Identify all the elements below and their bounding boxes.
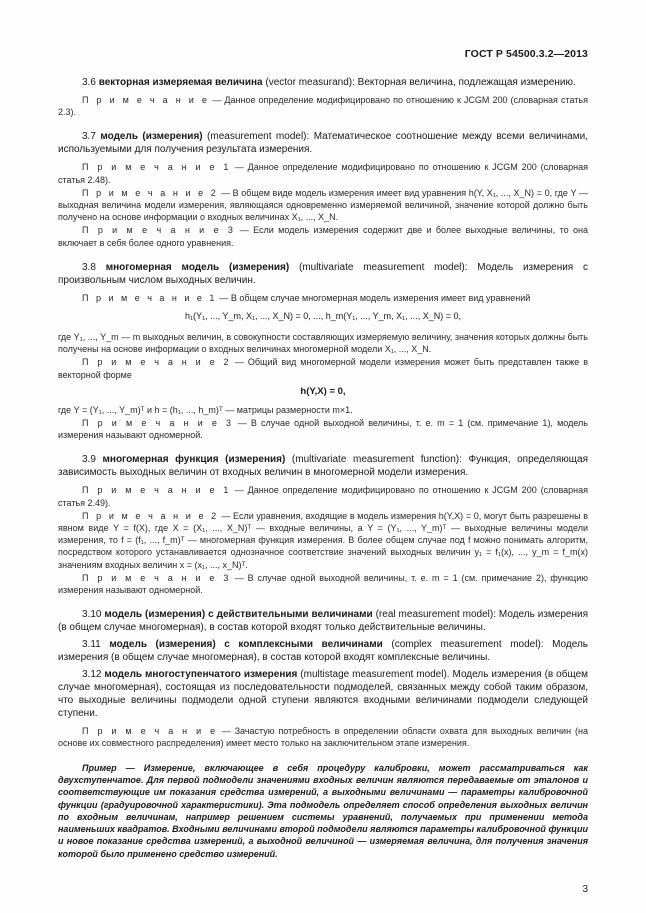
note-3 [58,572,588,596]
term-number: 3.6 [82,77,96,88]
note-label: П р и м е ч а н и е 3 [82,225,236,236]
term-name: многомерная модель (измерения) [105,261,290,273]
term-name: модель (измерения) с действительными величинами [104,609,373,621]
note-1 [58,484,588,508]
term-3-10 [58,608,588,634]
formula-equations: h₁(Y₁, ..., Y_m, X₁, ..., X_N) = 0, ..., h_m(Y₁, ..., Y_m, X₁, ..., X_N) = 0, [185,311,461,322]
document-code: ГОСТ Р 54500.3.2—2013 [464,48,588,60]
term-name: модель многоступенчатого измерения [104,669,298,681]
note-text: — Зачастую потребность в определении области охвата для выходных величин (на основе их совместного распределения) имеет место только на заключительном этапе измерения. [58,726,588,749]
term-name: многомерная функция (измерения) [102,454,286,466]
term-3-6 [58,76,588,89]
formula-explanation: где Y₁, ..., Y_m — m выходных величин, в совокупности составляющих измеряемую величину, значения которых должны быть получены на основе информации о входных величинах многомерной модели X₁, ..., X_N. [58,332,588,355]
note-label: П р и м е ч а н и е 1 [82,485,231,496]
term-definition: (vector measurand): Векторная величина, подлежащая измерению. [262,77,576,88]
note-2 [58,510,588,571]
term-number: 3.7 [82,131,96,143]
note [58,725,588,749]
note-label: П р и м е ч а н и е 2 [82,187,219,198]
term-definition: (real measurement model): Модель измерения (в общем случае многомерная), в состав которой входят только действительные величины. [58,609,589,634]
term-number: 3.10 [82,609,102,621]
note [58,94,588,118]
note-text: — В общем виде модель измерения имеет вид уравнения h(Y, X₁, ..., X_N) = 0, где Y — выходная величина модели измерения, являющаяся одновременно измеряемой величиной, значение которой должно быть получено на основе информации о входных величинах X₁, ..., X_N. [58,187,589,223]
term-3-9 [58,453,588,479]
note-text: — В случае одной выходной величины, т. е. m = 1 (см. примечание 2), функцию измерения называют одномерной. [58,572,588,596]
note-2 [58,356,588,380]
note-text: — Данное определение модифицировано по отношению к JCGM 200 (словарная статья 2.48). [58,162,588,185]
page-number: 3 [582,884,588,895]
note-label: П р и м е ч а н и е 3 [82,572,231,583]
term-number: 3.8 [82,261,96,273]
term-name: векторная измеряемая величина [98,77,263,88]
note-2 [58,187,588,224]
note-label: П р и м е ч а н и е 1 [82,162,231,173]
document-body [58,76,588,860]
note-text: — Если модель измерения содержит две и более выходные величины, то она включает в себя более одного уравнения. [58,225,588,248]
term-number: 3.11 [82,639,101,651]
note-label: П р и м е ч а н и е [82,95,210,105]
term-3-12 [58,668,588,720]
note-text: — Если уравнения, входящие в модель измерения h(Y,X) = 0, могут быть разрешены в явном виде Y = f(X), где X = (X₁, ..., X_N)ᵀ — входные величины, а Y = (Y₁, ..., Y_m)ᵀ — выходные величины модели измерения, то f = (f₁, ..., f_m)ᵀ — многомерная функция измерения. В более общем случае под f можно понимать алгоритм, посредством которого устанавливается однозначное соответствие значений выходных величин y₁ = f₁(x), ..., y_m = f_m(x) значениям входных величин x = (x₁, ..., x_N)ᵀ. [58,510,588,570]
term-definition: (multivariate measurement model): Модель измерения с произвольным числом выходных величин. [58,261,589,286]
term-definition: (measurement model): Математическое соотношение между всеми величинами, используемыми для получения результата измерения. [58,131,588,156]
note-label: П р и м е ч а н и е 1 [82,292,217,303]
formula-vector: h(Y,X) = 0, [300,385,346,397]
term-definition: (multivariate measurement function): Функция, определяющая зависимость выходных величин от входных величин в многомерной модели измерения. [58,454,588,479]
term-3-7 [58,130,588,156]
note-text: — Данное определение модифицировано по отношению к JCGM 200 (словарная статья 2.3). [58,95,588,118]
term-3-8 [58,261,588,287]
note-label: П р и м е ч а н и е 2 [82,510,219,521]
term-definition: (complex measurement model): Модель измерения (в общем случае многомерная), в состав которой входят комплексные величины. [58,639,589,664]
term-name: модель (измерения) с комплексными величинами [109,639,383,651]
note-3 [58,224,588,248]
note-label: П р и м е ч а н и е [82,726,218,737]
note-text: — В случае одной выходной величины, т. е. m = 1 (см. примечание 1), модель измерения называют одномерной. [58,418,588,441]
note-1 [58,161,588,185]
note-text: — Общий вид многомерной модели измерения может быть представлен также в векторной форме [58,357,589,380]
term-number: 3.12 [82,669,102,681]
note-1 [58,292,588,304]
note-text: — В общем случае многомерная модель измерения имеет вид уравнений [216,292,531,303]
example-paragraph: Пример — Измерение, включающее в себя процедуру калибровки, может рассматриваться как двухступенчатое. Для первой подмодели значениями входных величин являются передаваемые от эталонов и соответствующие им показания средства измерений, а выходными величинами — параметры калибровочной функции (градуировочной характеристики). Эта подмодель определяет способ определения выходных величин по входным величинам, например решением системы уравнений, получаемых при применении метода наименьших квадратов. Входными величинами второй подмодели являются параметры калибровочной функции и новое показание средства измерений, а выходной величиной — измеряемая величина, для получения значения которой было применено средство измерений. [58,762,588,859]
note-label: П р и м е ч а н и е 2 [82,357,231,368]
note-label: П р и м е ч а н и е 3 [82,418,234,429]
note-3 [58,417,588,441]
term-3-11 [58,638,588,664]
term-number: 3.9 [82,454,96,466]
term-definition: (multistage measurement model). Модель измерения (в общем случае многомерная), состоящая из последовательности подмоделей, связанных между собой таким образом, что выходные величины подмодели одной ступени являются входными величинами подмодели следующей ступени. [58,669,589,720]
note-text: — Данное определение модифицировано по отношению к JCGM 200 (словарная статья 2.49). [58,485,588,508]
term-name: модель (измерения) [100,131,203,143]
formula-explanation: где Y = (Y₁, ..., Y_m)ᵀ и h = (h₁, ..., h_m)ᵀ — матрицы размерности m×1. [58,404,353,415]
